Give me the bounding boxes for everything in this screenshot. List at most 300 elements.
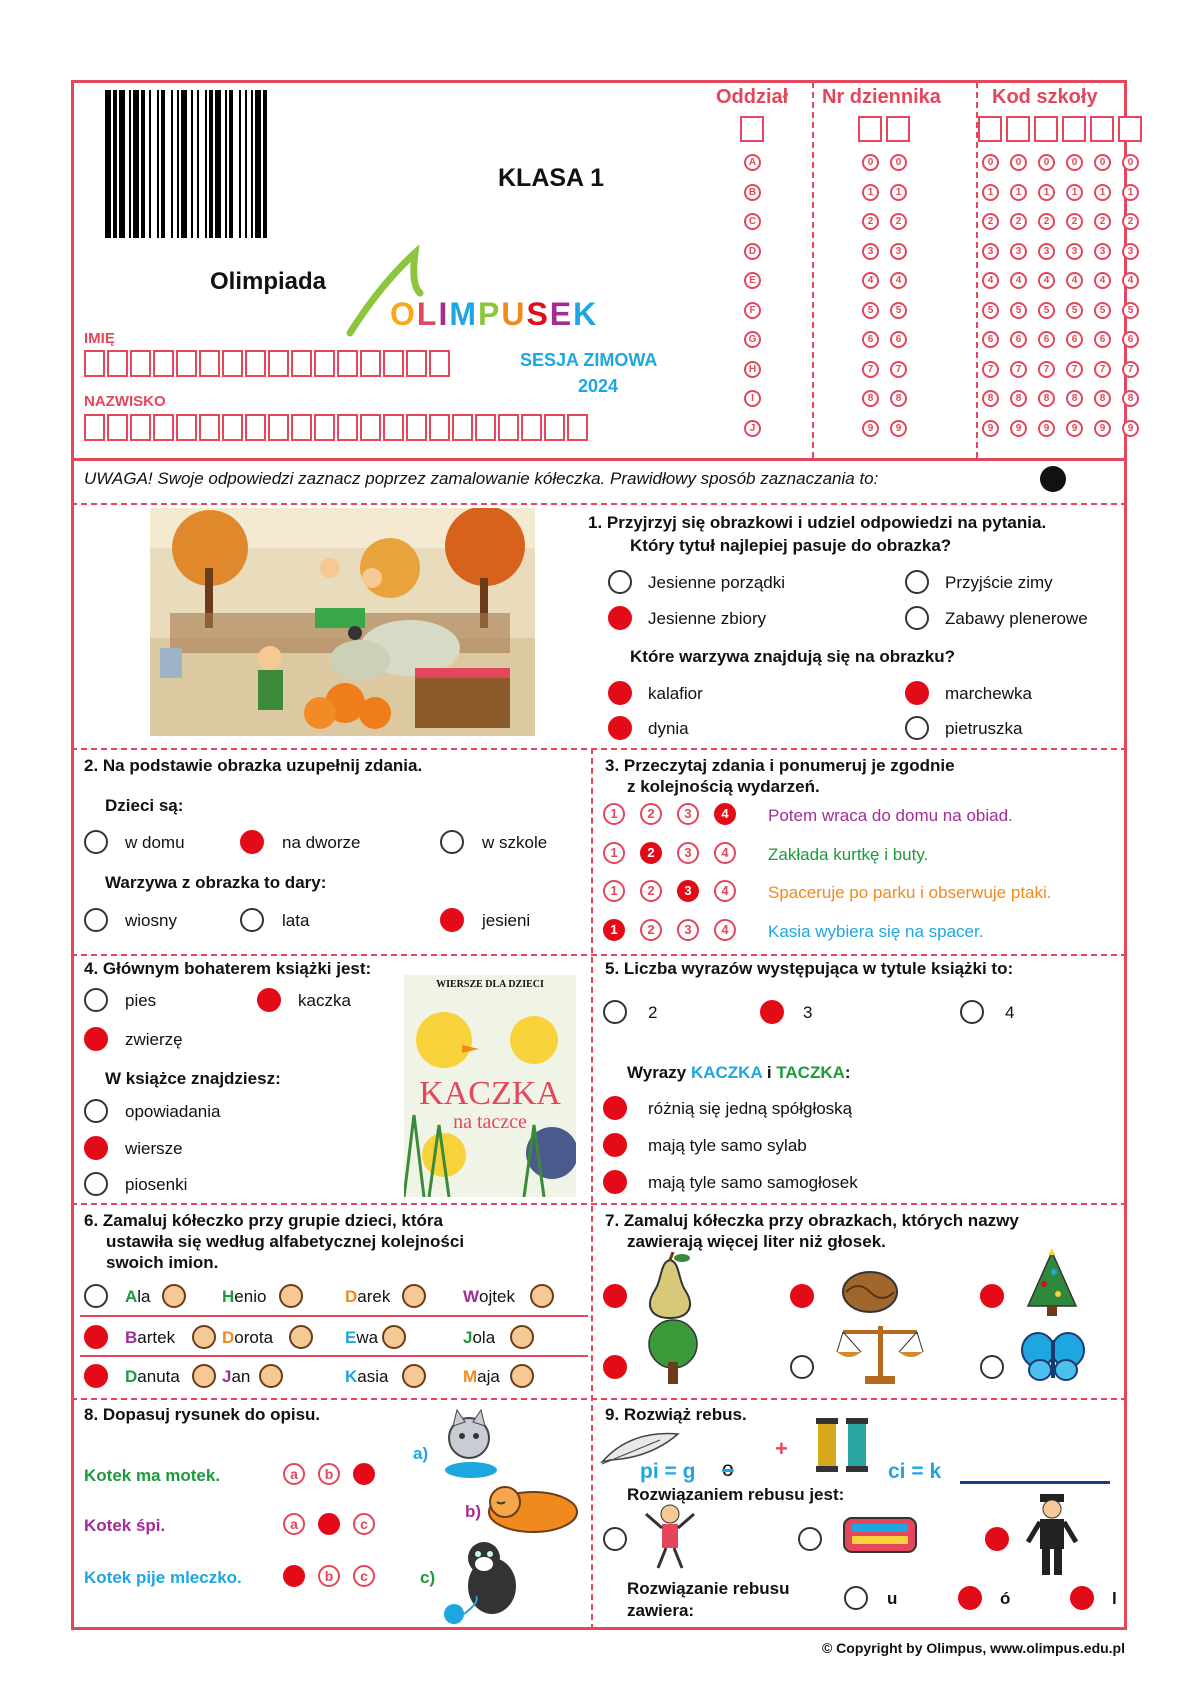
child-name-rest: arek [357, 1287, 391, 1306]
nr-dziennika-bubble[interactable]: 1 [862, 184, 879, 201]
oddzial-bubble-i[interactable]: I [744, 390, 761, 407]
nr-dziennika-bubble[interactable]: 7 [890, 361, 907, 378]
q5-option-f-circle[interactable] [603, 1170, 627, 1194]
picture-a-label: a) [413, 1444, 429, 1463]
q4-option-a-circle[interactable] [84, 988, 108, 1012]
sleeping-cat-icon [483, 1476, 583, 1539]
q8-sentence-2-option-c[interactable]: c [353, 1513, 375, 1535]
svg-text:OLIMPUSEK: OLIMPUSEK [390, 296, 599, 332]
q5-option-d-circle[interactable] [603, 1096, 627, 1120]
q7-tree-circle[interactable] [603, 1355, 627, 1379]
kod-szkoly-bubble[interactable]: 2 [982, 213, 999, 230]
child-face-icon [192, 1364, 216, 1388]
last-name-letter-box[interactable] [245, 414, 266, 441]
book-title-line2: na taczce [453, 1111, 527, 1133]
q3-row-3-number-4[interactable]: 4 [714, 880, 736, 902]
kod-szkoly-bubble[interactable]: 6 [1094, 331, 1111, 348]
q5-option-c-label: 4 [1005, 1003, 1015, 1022]
first-name-letter-box[interactable] [245, 350, 266, 377]
q4-option-e-circle[interactable] [84, 1136, 108, 1160]
kod-szkoly-bubble[interactable]: 7 [1038, 361, 1055, 378]
q9-option-l-circle[interactable] [1070, 1586, 1094, 1610]
q5-option-b-circle[interactable] [760, 1000, 784, 1024]
q8-sentence-3: Kotek pije mleczko. [84, 1568, 242, 1587]
q1-option-h-circle[interactable] [905, 716, 929, 740]
q9-option-acrobat-circle[interactable] [603, 1527, 627, 1551]
kod-szkoly-bubble[interactable]: 0 [1122, 154, 1139, 171]
q7-pear-circle[interactable] [603, 1284, 627, 1308]
first-name-letter-box[interactable] [429, 350, 450, 377]
q4-subquestion: W książce znajdziesz: [105, 1069, 281, 1088]
rebus-plus: + [775, 1436, 788, 1461]
year-label: 2024 [578, 376, 619, 396]
kod-szkoly-bubble[interactable]: 2 [1010, 213, 1027, 230]
nr-dziennika-code-box[interactable] [886, 116, 910, 142]
christmas-tree-icon [1024, 1248, 1080, 1323]
divider-q4 [71, 1203, 1127, 1205]
nr-dziennika-bubble[interactable]: 1 [890, 184, 907, 201]
q4-option-b-label: kaczka [298, 991, 351, 1010]
kod-szkoly-bubble[interactable]: 6 [982, 331, 999, 348]
q2-option-e-circle[interactable] [240, 908, 264, 932]
child-name [345, 1287, 390, 1307]
q6-row-1-circle[interactable] [84, 1284, 108, 1308]
nr-dziennika-bubble[interactable]: 8 [862, 390, 879, 407]
q3-row-1-number-3[interactable]: 3 [677, 803, 699, 825]
book-series-label: WIERSZE DLA DZIECI [436, 979, 544, 990]
last-name-letter-box[interactable] [567, 414, 588, 441]
q3-title-line2: z kolejnością wydarzeń. [627, 777, 820, 796]
q8-sentence-1-option-c[interactable]: c [353, 1463, 375, 1485]
q1-subquestion-2: Które warzywa znajdują się na obrazku? [630, 647, 955, 666]
q3-row-4-number-4[interactable]: 4 [714, 919, 736, 941]
last-name-letter-box[interactable] [475, 414, 496, 441]
notice-text: UWAGA! Swoje odpowiedzi zaznacz poprzez zamalowanie kółeczka. Prawidłowy sposób zaznaczania to: [84, 469, 879, 488]
child-name-initial: W [463, 1287, 480, 1306]
q5-option-a-label: 2 [648, 1003, 658, 1022]
kod-szkoly-bubble[interactable]: 5 [982, 302, 999, 319]
rebus-equation-2: ci = k [888, 1460, 942, 1483]
q7-scales-circle[interactable] [790, 1355, 814, 1379]
last-name-letter-box[interactable] [176, 414, 197, 441]
kod-szkoly-bubble[interactable]: 5 [1122, 302, 1139, 319]
q2-subquestion-2: Warzywa z obrazka to dary: [105, 873, 327, 892]
q1-option-c-circle[interactable] [608, 606, 632, 630]
kod-szkoly-bubble[interactable]: 1 [1010, 184, 1027, 201]
last-name-letter-box[interactable] [107, 414, 128, 441]
q5-option-c-circle[interactable] [960, 1000, 984, 1024]
kod-szkoly-bubble[interactable]: 9 [1066, 420, 1083, 437]
q9-option-o-label: ó [1000, 1589, 1011, 1608]
q7-walnut-circle[interactable] [790, 1284, 814, 1308]
q4-option-d-circle[interactable] [84, 1099, 108, 1123]
q9-option-u-circle[interactable] [844, 1586, 868, 1610]
q8-sentence-3-option-a[interactable]: a [283, 1565, 305, 1587]
last-name-letter-box[interactable] [452, 414, 473, 441]
child-name-initial: D [345, 1287, 358, 1306]
q6-row-3-circle[interactable] [84, 1364, 108, 1388]
nr-dziennika-bubble[interactable]: 8 [890, 390, 907, 407]
child-face-icon [402, 1364, 426, 1388]
book-cover-kaczka-na-taczce [404, 975, 576, 1197]
nr-dziennika-bubble[interactable]: 3 [862, 243, 879, 260]
q3-row-4-number-3[interactable]: 3 [677, 919, 699, 941]
q2-option-c-circle[interactable] [440, 830, 464, 854]
pear-icon [640, 1252, 700, 1325]
q3-row-2-number-3[interactable]: 3 [677, 842, 699, 864]
kod-szkoly-bubble[interactable]: 0 [982, 154, 999, 171]
oddzial-bubble-a[interactable]: A [744, 154, 761, 171]
first-name-letter-box[interactable] [291, 350, 312, 377]
oddzial-bubble-j[interactable]: J [744, 420, 761, 437]
kod-szkoly-bubble[interactable]: 6 [1122, 331, 1139, 348]
q5-option-f-label: mają tyle samo samogłosek [648, 1173, 858, 1192]
last-name-letter-box[interactable] [268, 414, 289, 441]
last-name-letter-box[interactable] [544, 414, 565, 441]
q9-option-pencil-case-circle[interactable] [798, 1527, 822, 1551]
last-name-letter-box[interactable] [84, 414, 105, 441]
kod-szkoly-bubble[interactable]: 8 [982, 390, 999, 407]
kod-szkoly-bubble[interactable]: 7 [1010, 361, 1027, 378]
q8-sentence-3-option-b[interactable]: b [318, 1565, 340, 1587]
last-name-letter-box[interactable] [498, 414, 519, 441]
kod-szkoly-bubble[interactable]: 1 [1094, 184, 1111, 201]
q3-row-3-number-2[interactable]: 2 [640, 880, 662, 902]
oddzial-bubble-b[interactable]: B [744, 184, 761, 201]
scales-icon [835, 1320, 925, 1391]
child-name-initial: J [222, 1367, 232, 1386]
nr-dziennika-bubble[interactable]: 5 [862, 302, 879, 319]
q4-option-c-label: zwierzę [125, 1030, 183, 1049]
child-name-rest: asia [357, 1367, 389, 1386]
child-name-rest: la [137, 1287, 151, 1306]
nr-dziennika-bubble[interactable]: 9 [890, 420, 907, 437]
oddzial-header: Oddział [716, 86, 789, 108]
oddzial-bubble-h[interactable]: H [744, 361, 761, 378]
kod-szkoly-bubble[interactable]: 3 [1038, 243, 1055, 260]
oddzial-bubble-c[interactable]: C [744, 213, 761, 230]
child-face-icon [530, 1284, 554, 1308]
kod-szkoly-bubble[interactable]: 5 [1094, 302, 1111, 319]
q3-row-2-number-4[interactable]: 4 [714, 842, 736, 864]
first-name-letter-box[interactable] [222, 350, 243, 377]
kod-szkoly-bubble[interactable]: 4 [1010, 272, 1027, 289]
kod-szkoly-bubble[interactable]: 0 [1094, 154, 1111, 171]
child-name-rest: anuta [137, 1367, 180, 1386]
kod-szkoly-bubble[interactable]: 0 [1038, 154, 1055, 171]
q1-option-b-circle[interactable] [905, 570, 929, 594]
barcode-bar [229, 90, 233, 238]
last-name-letter-box[interactable] [383, 414, 404, 441]
q9-subquestion-2-line2: zawiera: [627, 1601, 695, 1620]
first-name-letter-box[interactable] [383, 350, 404, 377]
q6-row-divider-2 [80, 1355, 588, 1357]
rebus-equation-1: pi = g [640, 1460, 696, 1483]
q8-sentence-1-option-b[interactable]: b [318, 1463, 340, 1485]
q1-option-e-label: kalafior [648, 684, 703, 703]
last-name-letter-box[interactable] [429, 414, 450, 441]
q3-sentence-2: Zakłada kurtkę i buty. [768, 845, 929, 864]
nr-dziennika-bubble[interactable]: 4 [862, 272, 879, 289]
nr-dziennika-bubble[interactable]: 2 [890, 213, 907, 230]
kod-szkoly-bubble[interactable]: 8 [1122, 390, 1139, 407]
copyright-footer: © Copyright by Olimpus, www.olimpus.edu.pl [821, 1640, 1125, 1656]
oddzial-bubble-d[interactable]: D [744, 243, 761, 260]
kod-szkoly-bubble[interactable]: 3 [1066, 243, 1083, 260]
kod-szkoly-bubble[interactable]: 4 [1038, 272, 1055, 289]
q4-option-b-circle[interactable] [257, 988, 281, 1012]
q4-title: 4. Głównym bohaterem książki jest: [84, 959, 372, 978]
last-name-letter-box[interactable] [291, 414, 312, 441]
q3-row-3-number-1[interactable]: 1 [603, 880, 625, 902]
rebus-crossed-letter: o [722, 1458, 734, 1481]
kod-szkoly-bubble[interactable]: 2 [1122, 213, 1139, 230]
kod-szkoly-bubble[interactable]: 6 [1010, 331, 1027, 348]
q4-option-e-label: wiersze [125, 1139, 183, 1158]
first-name-letter-box[interactable] [268, 350, 289, 377]
kod-szkoly-bubble[interactable]: 7 [1094, 361, 1111, 378]
kod-szkoly-bubble[interactable]: 7 [982, 361, 999, 378]
child-name-initial: K [345, 1367, 358, 1386]
kod-szkoly-bubble[interactable]: 2 [1038, 213, 1055, 230]
kod-szkoly-code-box[interactable] [1006, 116, 1030, 142]
first-name-letter-box[interactable] [314, 350, 335, 377]
cat-with-milk-icon [435, 1408, 507, 1485]
q6-title-line2: ustawiła się według alfabetycznej kolejności [106, 1232, 465, 1251]
oddzial-code-box[interactable] [740, 116, 764, 142]
kod-szkoly-bubble[interactable]: 9 [1094, 420, 1111, 437]
q2-option-d-circle[interactable] [84, 908, 108, 932]
q4-option-a-label: pies [125, 991, 157, 1010]
kod-szkoly-bubble[interactable]: 3 [1094, 243, 1111, 260]
barcode-bar [239, 90, 241, 238]
child-name [463, 1287, 515, 1307]
q5-option-e-label: mają tyle samo sylab [648, 1136, 807, 1155]
child-name-initial: E [345, 1328, 357, 1347]
kod-szkoly-code-box[interactable] [978, 116, 1002, 142]
last-name-letter-box[interactable] [337, 414, 358, 441]
kod-szkoly-bubble[interactable]: 1 [1122, 184, 1139, 201]
kod-szkoly-bubble[interactable]: 4 [1066, 272, 1083, 289]
first-name-label: IMIĘ [84, 330, 115, 347]
q4-option-c-circle[interactable] [84, 1027, 108, 1051]
last-name-letter-box[interactable] [130, 414, 151, 441]
q6-row-2-circle[interactable] [84, 1325, 108, 1349]
nr-dziennika-bubble[interactable]: 6 [862, 331, 879, 348]
q7-butterfly-circle[interactable] [980, 1355, 1004, 1379]
q3-row-4-number-1[interactable]: 1 [603, 919, 625, 941]
last-name-letter-box[interactable] [521, 414, 542, 441]
first-name-letter-box[interactable] [360, 350, 381, 377]
q3-row-3-number-3[interactable]: 3 [677, 880, 699, 902]
header-col-divider-1 [812, 82, 814, 458]
kod-szkoly-bubble[interactable]: 8 [1094, 390, 1111, 407]
q1-option-e-circle[interactable] [608, 681, 632, 705]
barcode-bar [205, 90, 207, 238]
first-name-letter-box[interactable] [130, 350, 151, 377]
q3-row-1-number-4[interactable]: 4 [714, 803, 736, 825]
barcode-bar [119, 90, 125, 238]
kod-szkoly-code-box[interactable] [1118, 116, 1142, 142]
kod-szkoly-code-box[interactable] [1090, 116, 1114, 142]
q3-sentence-1: Potem wraca do domu na obiad. [768, 806, 1013, 825]
oddzial-bubble-g[interactable]: G [744, 331, 761, 348]
nr-dziennika-bubble[interactable]: 5 [890, 302, 907, 319]
kod-szkoly-bubble[interactable]: 2 [1094, 213, 1111, 230]
q3-row-2-number-2[interactable]: 2 [640, 842, 662, 864]
q2-option-b-circle[interactable] [240, 830, 264, 854]
kod-szkoly-bubble[interactable]: 8 [1038, 390, 1055, 407]
q1-option-d-circle[interactable] [905, 606, 929, 630]
kod-szkoly-code-box[interactable] [1062, 116, 1086, 142]
q3-sentence-4: Kasia wybiera się na spacer. [768, 922, 984, 941]
q7-christmas-tree-circle[interactable] [980, 1284, 1004, 1308]
kod-szkoly-bubble[interactable]: 3 [982, 243, 999, 260]
book-title-line1: KACZKA [419, 1075, 561, 1112]
kod-szkoly-bubble[interactable]: 8 [1066, 390, 1083, 407]
kod-szkoly-bubble[interactable]: 3 [1010, 243, 1027, 260]
kod-szkoly-bubble[interactable]: 5 [1038, 302, 1055, 319]
kod-szkoly-bubble[interactable]: 8 [1010, 390, 1027, 407]
last-name-letter-box[interactable] [406, 414, 427, 441]
last-name-letter-box[interactable] [360, 414, 381, 441]
kod-szkoly-bubble[interactable]: 2 [1066, 213, 1083, 230]
nr-dziennika-bubble[interactable]: 4 [890, 272, 907, 289]
last-name-letter-box[interactable] [222, 414, 243, 441]
kod-szkoly-bubble[interactable]: 6 [1038, 331, 1055, 348]
kod-szkoly-code-box[interactable] [1034, 116, 1058, 142]
q6-title-line1: 6. Zamaluj kółeczko przy grupie dzieci, która [84, 1211, 444, 1230]
q9-option-u-label: u [887, 1589, 898, 1608]
first-name-letter-box[interactable] [153, 350, 174, 377]
child-face-icon [192, 1325, 216, 1349]
child-name-initial: J [463, 1328, 473, 1347]
q3-row-1-number-2[interactable]: 2 [640, 803, 662, 825]
kod-szkoly-bubble[interactable]: 4 [1122, 272, 1139, 289]
kod-szkoly-bubble[interactable]: 1 [982, 184, 999, 201]
logo-letter: O [390, 296, 417, 332]
barcode-bar [157, 90, 159, 238]
q8-sentence-2-option-a[interactable]: a [283, 1513, 305, 1535]
divider-q6 [71, 1398, 1127, 1400]
q3-row-1-number-1[interactable]: 1 [603, 803, 625, 825]
child-face-icon [289, 1325, 313, 1349]
last-name-letter-box[interactable] [199, 414, 220, 441]
q2-option-e-label: lata [282, 911, 310, 930]
kod-szkoly-bubble[interactable]: 6 [1066, 331, 1083, 348]
q1-option-f-circle[interactable] [905, 681, 929, 705]
kod-szkoly-bubble[interactable]: 4 [982, 272, 999, 289]
last-name-label: NAZWISKO [84, 393, 166, 410]
barcode-bar [129, 90, 131, 238]
kod-szkoly-bubble[interactable]: 0 [1010, 154, 1027, 171]
q5-option-d-label: różnią się jedną spółgłoską [648, 1099, 853, 1118]
nr-dziennika-bubble[interactable]: 2 [862, 213, 879, 230]
kod-szkoly-bubble[interactable]: 5 [1066, 302, 1083, 319]
kod-szkoly-bubble[interactable]: 1 [1066, 184, 1083, 201]
kod-szkoly-bubble[interactable]: 1 [1038, 184, 1055, 201]
q1-subquestion-1: Który tytuł najlepiej pasuje do obrazka? [630, 536, 952, 555]
divider-q2 [71, 954, 1127, 956]
pencil-case-icon [840, 1508, 920, 1563]
last-name-letter-box[interactable] [153, 414, 174, 441]
kod-szkoly-bubble[interactable]: 4 [1094, 272, 1111, 289]
q8-sentence-1: Kotek ma motek. [84, 1466, 221, 1485]
q3-sentence-3: Spaceruje po parku i obserwuje ptaki. [768, 883, 1052, 902]
q3-row-4-number-2[interactable]: 2 [640, 919, 662, 941]
nr-dziennika-bubble[interactable]: 6 [890, 331, 907, 348]
child-name-initial: B [125, 1328, 138, 1347]
nr-dziennika-bubble[interactable]: 9 [862, 420, 879, 437]
q2-option-b-label: na dworze [282, 833, 361, 852]
first-name-letter-box[interactable] [199, 350, 220, 377]
first-name-letter-box[interactable] [176, 350, 197, 377]
kod-szkoly-bubble[interactable]: 9 [1122, 420, 1139, 437]
child-name [222, 1328, 273, 1348]
q5-title: 5. Liczba wyrazów występująca w tytule książki to: [605, 959, 1014, 978]
child-name [125, 1328, 175, 1348]
rebus-answer-line[interactable] [960, 1481, 1110, 1484]
q3-row-2-number-1[interactable]: 1 [603, 842, 625, 864]
child-name-rest: aja [477, 1367, 500, 1386]
barcode-bar [251, 90, 253, 238]
oddzial-bubble-e[interactable]: E [744, 272, 761, 289]
q8-sentence-2-option-b[interactable]: b [318, 1513, 340, 1535]
q8-sentence-3-option-c[interactable]: c [353, 1565, 375, 1587]
first-name-letter-box[interactable] [107, 350, 128, 377]
nr-dziennika-bubble[interactable]: 3 [890, 243, 907, 260]
child-name-rest: orota [234, 1328, 274, 1347]
oddzial-bubble-f[interactable]: F [744, 302, 761, 319]
q5-option-a-circle[interactable] [603, 1000, 627, 1024]
nr-dziennika-code-box[interactable] [858, 116, 882, 142]
column-divider [591, 748, 593, 1630]
barcode-bar [105, 90, 111, 238]
kod-szkoly-bubble[interactable]: 3 [1122, 243, 1139, 260]
kod-szkoly-bubble[interactable]: 9 [1010, 420, 1027, 437]
kod-szkoly-bubble[interactable]: 7 [1066, 361, 1083, 378]
barcode-bar [149, 90, 151, 238]
q1-option-a-circle[interactable] [608, 570, 632, 594]
nr-dziennika-bubble[interactable]: 0 [890, 154, 907, 171]
kod-szkoly-bubble[interactable]: 7 [1122, 361, 1139, 378]
kod-szkoly-bubble[interactable]: 9 [1038, 420, 1055, 437]
picture-b-label: b) [465, 1502, 482, 1521]
q9-option-o-circle[interactable] [958, 1586, 982, 1610]
q2-option-f-circle[interactable] [440, 908, 464, 932]
q5-option-e-circle[interactable] [603, 1133, 627, 1157]
first-name-letter-box[interactable] [337, 350, 358, 377]
kod-szkoly-bubble[interactable]: 9 [982, 420, 999, 437]
q9-option-guard-circle[interactable] [985, 1527, 1009, 1551]
first-name-letter-box[interactable] [406, 350, 427, 377]
q1-option-h-label: pietruszka [945, 719, 1023, 738]
kod-szkoly-bubble[interactable]: 0 [1066, 154, 1083, 171]
kod-szkoly-bubble[interactable]: 5 [1010, 302, 1027, 319]
nr-dziennika-bubble[interactable]: 7 [862, 361, 879, 378]
barcode-bar [113, 90, 117, 238]
nr-dziennika-bubble[interactable]: 0 [862, 154, 879, 171]
first-name-letter-box[interactable] [84, 350, 105, 377]
child-name-initial: D [125, 1367, 138, 1386]
child-name [463, 1367, 500, 1387]
last-name-letter-box[interactable] [314, 414, 335, 441]
q8-sentence-1-option-a[interactable]: a [283, 1463, 305, 1485]
q4-option-f-circle[interactable] [84, 1172, 108, 1196]
policeman-icon [1022, 1494, 1082, 1581]
q2-option-a-circle[interactable] [84, 830, 108, 854]
q1-option-g-circle[interactable] [608, 716, 632, 740]
